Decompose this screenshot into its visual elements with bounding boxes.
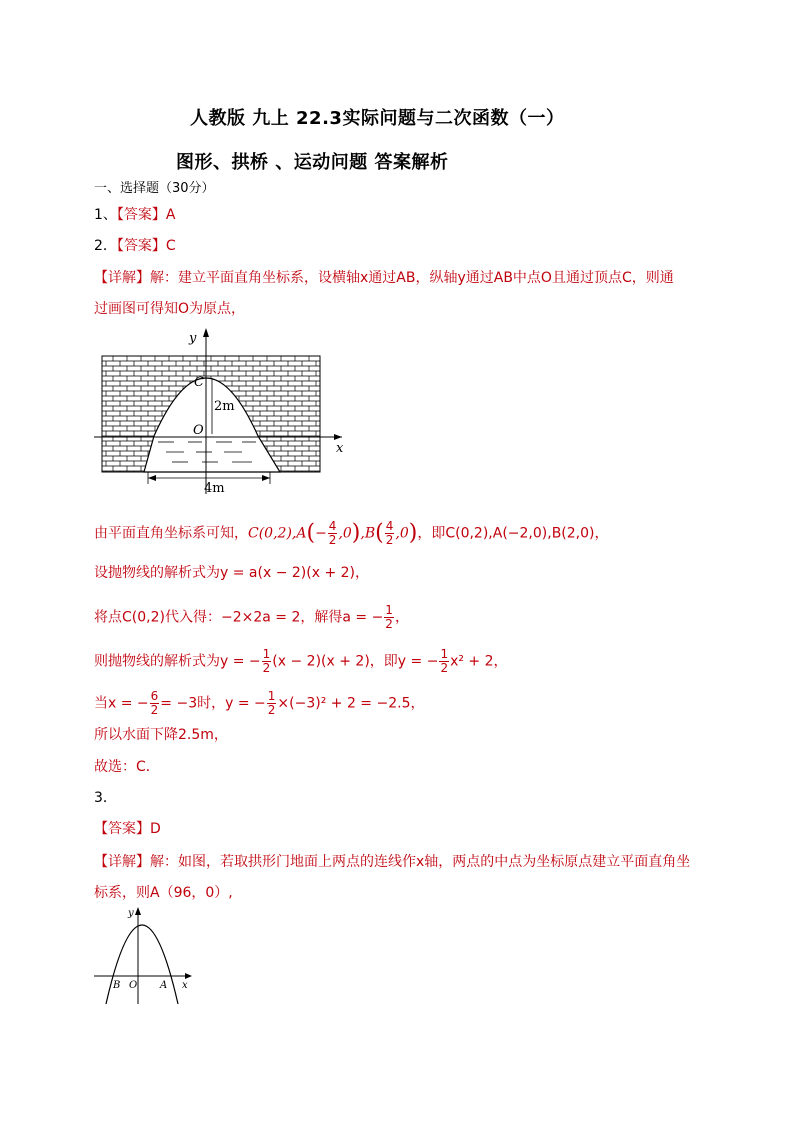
q1-answer [94, 206, 176, 224]
q2-detail-line-2: 过画图可得知O为原点， [94, 301, 246, 317]
q3-point-a: A（96，0）, [150, 885, 233, 901]
q2-substitute-line [94, 604, 409, 631]
q3-detail-pre: 标系，则 [94, 885, 150, 901]
q2-answer-tag: 【答案】C [116, 238, 176, 254]
coord-b-frac: $\frac{4}{2}$ [385, 519, 394, 547]
bridge-arch-figure [92, 326, 356, 498]
result-frac-1: $\frac{1}{2}$ [262, 647, 271, 675]
fig2-b-label: B [113, 980, 121, 991]
when-frac-2: $\frac{1}{2}$ [267, 689, 276, 717]
x-axis-arrow-icon [334, 434, 342, 440]
when-frac-1: $\frac{6}{2}$ [150, 689, 159, 717]
q3-detail-line-1 [94, 853, 690, 871]
when-pre: 当x = − [94, 695, 149, 712]
q2-detail-tag: 【详解】 [94, 270, 150, 286]
q3-answer-tag: 【答案】D [94, 821, 161, 837]
q3-detail-text-1: 解：如图，若取拱形门地面上两点的连线作x轴，两点的中点为坐标原点建立平面直角坐 [150, 854, 691, 870]
result-post: x² + 2， [450, 653, 508, 670]
fig1-x-label: x [336, 441, 344, 456]
q1-answer-tag: 【答案】A [116, 207, 176, 223]
section-heading: 一、选择题（30分） [94, 181, 215, 196]
fig2-y-label: y [128, 908, 134, 919]
q3-label: 3． [94, 790, 117, 806]
gate-parabola-figure [92, 904, 196, 1008]
q2-when-line [94, 690, 424, 717]
y-axis-arrow-icon [203, 328, 209, 337]
fig1-c-label: C [194, 375, 204, 390]
fig2-a-label: A [160, 980, 168, 991]
result-pre: 则抛物线的解析式为y = − [94, 653, 261, 670]
q2-coord-line: 由平面直角坐标系可知，C(0,2),A(− $\frac{4}{2}$ ,0),B( $\frac{4}{2}$ ,0)，即C(0,2),A(−2,0),B(2,0)， [94, 519, 609, 547]
q1-label: 1、 [94, 207, 117, 223]
q2-conclusion: 所以水面下降2.5m， [94, 727, 228, 743]
q2-label: 2． [94, 238, 117, 254]
coord-c: C(0,2),A [248, 525, 307, 542]
when-mid: = −3时，y = − [160, 695, 266, 712]
coord-intro: 由平面直角坐标系可知， [94, 525, 248, 542]
q2-choice: 故选：C． [94, 759, 160, 775]
coord-a-frac: $\frac{4}{2}$ [328, 519, 337, 547]
q3-detail-line-2 [94, 884, 233, 902]
when-post: ×(−3)² + 2 = −2.5， [277, 695, 425, 712]
fig1-o-label: O [193, 423, 204, 438]
result-mid: (x − 2)(x + 2)，即y = − [272, 653, 439, 670]
q2-detail-line-1 [94, 269, 674, 287]
fig2-x-label: x [182, 980, 188, 991]
fig1-width-label: 4m [204, 481, 225, 496]
coord-b: ,B [360, 525, 376, 542]
fig1-y-label: y [189, 331, 197, 346]
fig1-height-label: 2m [214, 399, 235, 414]
substitute-frac: $\frac{1}{2}$ [385, 603, 393, 631]
q2-answer [94, 237, 176, 255]
substitute-pre: 将点C(0,2)代入得：−2×2a = 2，解得a = − [94, 609, 384, 626]
fig2-y-arrow-icon [135, 907, 141, 915]
q2-result-line [94, 648, 508, 675]
q2-detail-text-1: 解：建立平面直角坐标系，设横轴x通过AB，纵轴y通过AB中点O且通过顶点C，则通 [150, 270, 674, 286]
title-line-1: 人教版 九上 22.3实际问题与二次函数（一） [190, 108, 565, 129]
q3-detail-tag: 【详解】 [94, 854, 150, 870]
coord-result: ，即C(0,2),A(−2,0),B(2,0)， [417, 525, 609, 542]
result-frac-2: $\frac{1}{2}$ [440, 647, 449, 675]
fig2-parabola [106, 925, 178, 1004]
substitute-post: ， [394, 609, 409, 626]
fig2-x-arrow-icon [185, 973, 192, 979]
q2-setup-line: 设抛物线的解析式为y = a(x − 2)(x + 2)， [94, 565, 369, 581]
title-line-2: 图形、拱桥 、运动问题 答案解析 [176, 152, 449, 173]
fig2-o-label: O [129, 980, 138, 991]
